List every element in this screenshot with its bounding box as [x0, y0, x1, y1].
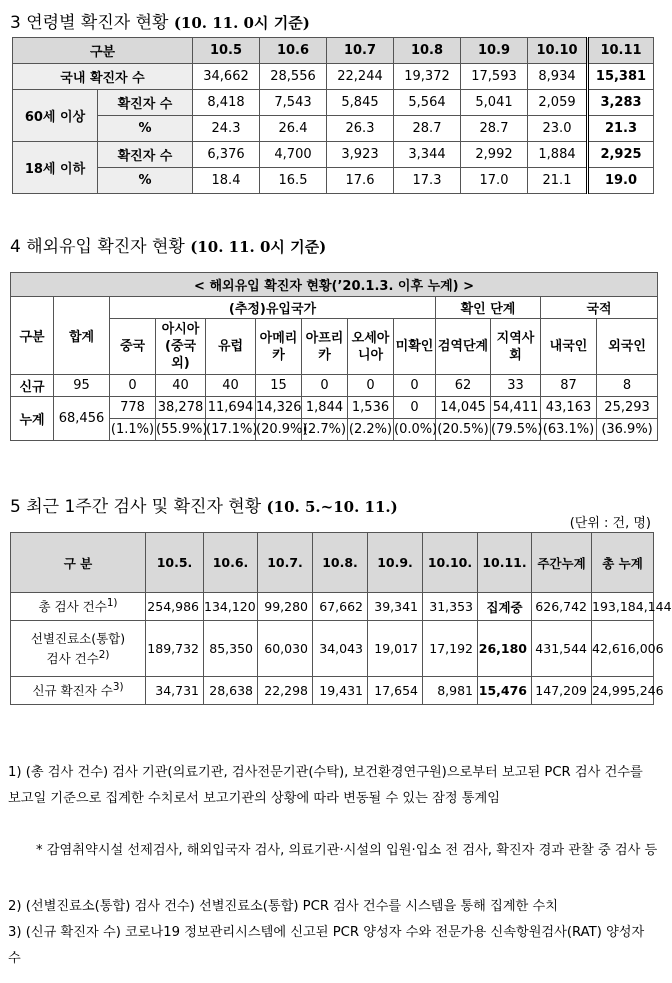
weekly-table-header: 구 분 10.5. 10.6. 10.7. 10.8. 10.9. 10.10. 10.11. 주간누계 총 누계 [11, 533, 654, 593]
weekly-table-row-screening-tests: 선별진료소(통합) 검사 건수$^{2)}$ 189,732 85,350 60,030 34,043 19,017 17,192 26,180 431,544 42,616,006 [11, 621, 654, 677]
weekly-test-table [10, 532, 672, 705]
section-5-heading [10, 492, 398, 517]
imported-table-sub-header: 중국 아시아(중국외) 유럽 아메리카 아프리카 오세아니아 미확인 검역단계 지역사회 내국인 외국인 [11, 319, 658, 375]
weekly-table-row-new-cases: 신규 확진자 수$^{3)}$ 34,731 28,638 22,298 19,431 17,654 8,981 15,476 147,209 24,995,246 [11, 677, 654, 705]
screening-tests-label: 선별진료소(통합) 검사 건수$^{2)}$ [11, 621, 146, 677]
section-3-heading [10, 8, 310, 33]
total-tests-label: 총 검사 건수$^{1)}$ [11, 593, 146, 621]
weekly-table-row-total-tests: 총 검사 건수$^{1)}$ 254,986 134,120 99,280 67,662 39,341 31,353 집계중 626,742 193,184,144 [11, 593, 654, 621]
imported-table-row-cumulative: 누계 68,456 778 38,278 11,694 14,326 1,844 1,536 0 14,045 54,411 43,163 25,293 [11, 397, 658, 419]
section-3-date: (10. 11. 0시 기준) [173, 14, 310, 32]
age-table-header: 구분 10.5 10.6 10.7 10.8 10.9 10.10 10.11 [13, 38, 654, 64]
imported-table-row-cumulative-pct: (1.1%) (55.9%) (17.1%) (20.9%) (2.7%) (2.2%) (0.0%) (20.5%) (79.5%) (63.1%) (36.9%) [11, 419, 658, 441]
section-3-number: 3 [10, 13, 21, 33]
footnote-2: 2) (선별진료소(통합) 검사 건수) 선별진료소(통합) PCR 검사 건수를 시스템을 통해 집계한 수치 [8, 899, 558, 914]
age-table-row-18-count: 18세 이하 확진자 수 6,376 4,700 3,923 3,344 2,992 1,884 2,925 [13, 142, 654, 168]
age-table-row-60-pct: % 24.3 26.4 26.3 28.7 28.7 23.0 21.3 [13, 116, 654, 142]
section-5-number: 5 [10, 497, 21, 517]
imported-cases-table [10, 272, 658, 441]
section-4-heading [10, 232, 326, 257]
age-group-table [12, 37, 654, 194]
imported-table-group-header: 구분 합계 (추정)유입국가 확인 단계 국적 [11, 297, 658, 319]
section-4-date: (10. 11. 0시 기준) [190, 238, 327, 256]
unit-label: (단위 : 건, 명) [569, 516, 651, 531]
age-table-row-60-count: 60세 이상 확진자 수 8,418 7,543 5,845 5,564 5,041 2,059 3,283 [13, 90, 654, 116]
footnote-1-sub: * 감염취약시설 선제검사, 해외입국자 검사, 의료기관·시설의 입원·입소 전 검사, 확진자 경과 관찰 중 검사 등 [36, 843, 658, 858]
new-cases-label: 신규 확진자 수$^{3)}$ [11, 677, 146, 705]
section-4-number: 4 [10, 237, 21, 257]
section-5-title: 최근 1주간 검사 및 확진자 현황 [26, 497, 262, 517]
age-table-row-domestic: 국내 확진자 수 34,662 28,556 22,244 19,372 17,593 8,934 15,381 [13, 64, 654, 90]
imported-table-caption-row: < 해외유입 확진자 현황(’20.1.3. 이후 누계) > [11, 273, 658, 297]
section-3-title: 연령별 확진자 현황 [26, 13, 169, 33]
age-table-row-18-pct: % 18.4 16.5 17.6 17.3 17.0 21.1 19.0 [13, 168, 654, 194]
imported-table-row-new: 신규 95 0 40 40 15 0 0 0 62 33 87 8 [11, 375, 658, 397]
section-5-date: (10. 5.~10. 11.) [266, 498, 398, 516]
footnote-1: 1) (총 검사 건수) 검사 기관(의료기관, 검사전문기관(수탁), 보건환경연구원)으로부터 보고된 PCR 검사 건수를 보고일 기준으로 집계한 수치로서 보고기관의 상황에 따라 변동될 수 있는 잠정 통계임 [8, 765, 643, 806]
section-4-title: 해외유입 확진자 현황 [26, 237, 185, 257]
footnote-3: 3) (신규 확진자 수) 코로나19 정보관리시스템에 신고된 PCR 양성자 수와 전문가용 신속항원검사(RAT) 양성자 수 [8, 925, 645, 966]
